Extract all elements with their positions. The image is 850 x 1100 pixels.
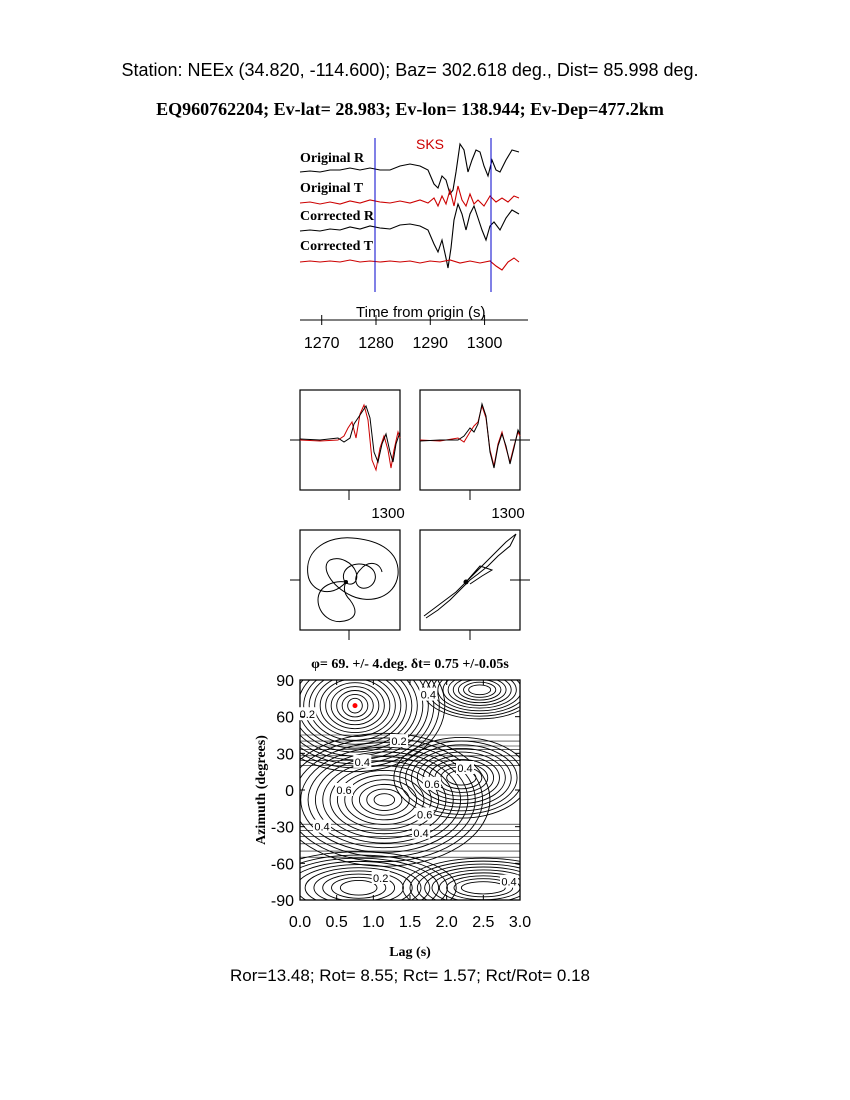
lag-tick-label: 1.0 bbox=[362, 914, 385, 931]
contour-line bbox=[288, 861, 430, 914]
best-fit-marker bbox=[353, 703, 358, 708]
contour-title: φ= 69. +/- 4.deg. δt= 0.75 +/-0.05s bbox=[311, 657, 509, 672]
contour-line bbox=[448, 674, 511, 705]
contour-line bbox=[330, 766, 439, 834]
contour-label: 0.4 bbox=[354, 756, 370, 769]
contour-label: 0.6 bbox=[417, 809, 433, 822]
azimuth-tick-label: -90 bbox=[270, 893, 294, 910]
azimuth-axis-label: Azimuth (degrees) bbox=[254, 735, 269, 845]
azimuth-tick-label: 90 bbox=[276, 673, 294, 690]
contour-label: 0.4 bbox=[501, 876, 517, 889]
contour-line bbox=[340, 880, 377, 895]
azimuth-tick-label: 0 bbox=[285, 783, 294, 800]
contour-label: 0.2 bbox=[373, 873, 389, 885]
particle-motion-right bbox=[420, 530, 530, 640]
contour-line bbox=[279, 858, 439, 917]
contour-lines bbox=[261, 640, 564, 924]
trace-label-corrected-t: Corrected T bbox=[300, 239, 373, 254]
contour-line bbox=[453, 677, 506, 703]
contour-label: 0.2 bbox=[391, 736, 407, 749]
particle-motion-left bbox=[290, 530, 400, 640]
time-tick-label: 1270 bbox=[303, 335, 340, 352]
phase-label: SKS bbox=[416, 136, 445, 152]
particle-origin-left bbox=[344, 580, 348, 584]
azimuth-tick-label: 60 bbox=[276, 709, 294, 727]
lag-tick-label: 0.5 bbox=[325, 914, 348, 931]
contour-label: 0.4 bbox=[413, 827, 429, 840]
contour-label: 0.4 bbox=[420, 689, 436, 702]
waveform-tick-right: 1300 bbox=[491, 505, 525, 522]
time-tick-label: 1280 bbox=[358, 335, 394, 352]
ratio-summary: Ror=13.48; Rot= 8.55; Rct= 1.57; Rct/Rot= 0.18 bbox=[229, 966, 591, 985]
lag-tick-label: 2.0 bbox=[435, 914, 458, 931]
time-tick-label: 1300 bbox=[466, 335, 503, 352]
wave-left-black bbox=[300, 406, 400, 462]
lag-axis-label: Lag (s) bbox=[389, 945, 431, 960]
contour-line bbox=[367, 789, 402, 811]
wave-right-black bbox=[420, 404, 520, 468]
contour-label: 0.6 bbox=[336, 785, 352, 797]
azimuth-tick-label: -60 bbox=[270, 856, 294, 874]
seismogram-panel bbox=[300, 136, 528, 352]
waveform-panel-right bbox=[420, 390, 530, 522]
azimuth-tick-label: -30 bbox=[270, 819, 294, 837]
particle-path-left bbox=[308, 538, 399, 622]
contour-label: 0.2 bbox=[299, 709, 315, 722]
azimuth-tick-label: 30 bbox=[276, 746, 294, 764]
lag-tick-label: 0.0 bbox=[288, 914, 312, 931]
waveform-panel-left bbox=[290, 390, 405, 522]
trace-label-original-t: Original T bbox=[300, 181, 364, 196]
contour-line bbox=[469, 685, 491, 695]
lag-tick-label: 2.5 bbox=[472, 914, 495, 931]
time-axis-label: Time from origin (s) bbox=[356, 304, 486, 321]
contour-line bbox=[417, 864, 549, 911]
contour-line bbox=[433, 666, 527, 713]
waveform-tick-left: 1300 bbox=[371, 505, 405, 522]
lag-tick-label: 3.0 bbox=[508, 914, 532, 931]
particle-origin-right bbox=[464, 580, 469, 585]
contour-label: 0.4 bbox=[457, 763, 473, 775]
contour-panel bbox=[254, 640, 564, 960]
lag-tick-label: 1.5 bbox=[398, 914, 422, 931]
wave-right-red bbox=[420, 406, 520, 466]
contour-label: 0.4 bbox=[314, 821, 330, 834]
contour-line bbox=[438, 669, 522, 711]
particle-path-right bbox=[424, 534, 516, 618]
contour-line bbox=[374, 794, 395, 806]
trace-label-corrected-r: Corrected R bbox=[300, 209, 374, 224]
contour-line bbox=[461, 882, 505, 894]
time-tick-label: 1290 bbox=[412, 335, 449, 352]
station-info: Station: NEEx (34.820, -114.600); Baz= 302.618 deg., Dist= 85.998 deg. bbox=[121, 60, 699, 80]
contour-label: 0.6 bbox=[424, 778, 440, 791]
trace-label-original-r: Original R bbox=[300, 151, 365, 166]
trace-corrected-t bbox=[300, 258, 519, 270]
event-info: EQ960762204; Ev-lat= 28.983; Ev-lon= 138.944; Ev-Dep=477.2km bbox=[156, 99, 664, 119]
